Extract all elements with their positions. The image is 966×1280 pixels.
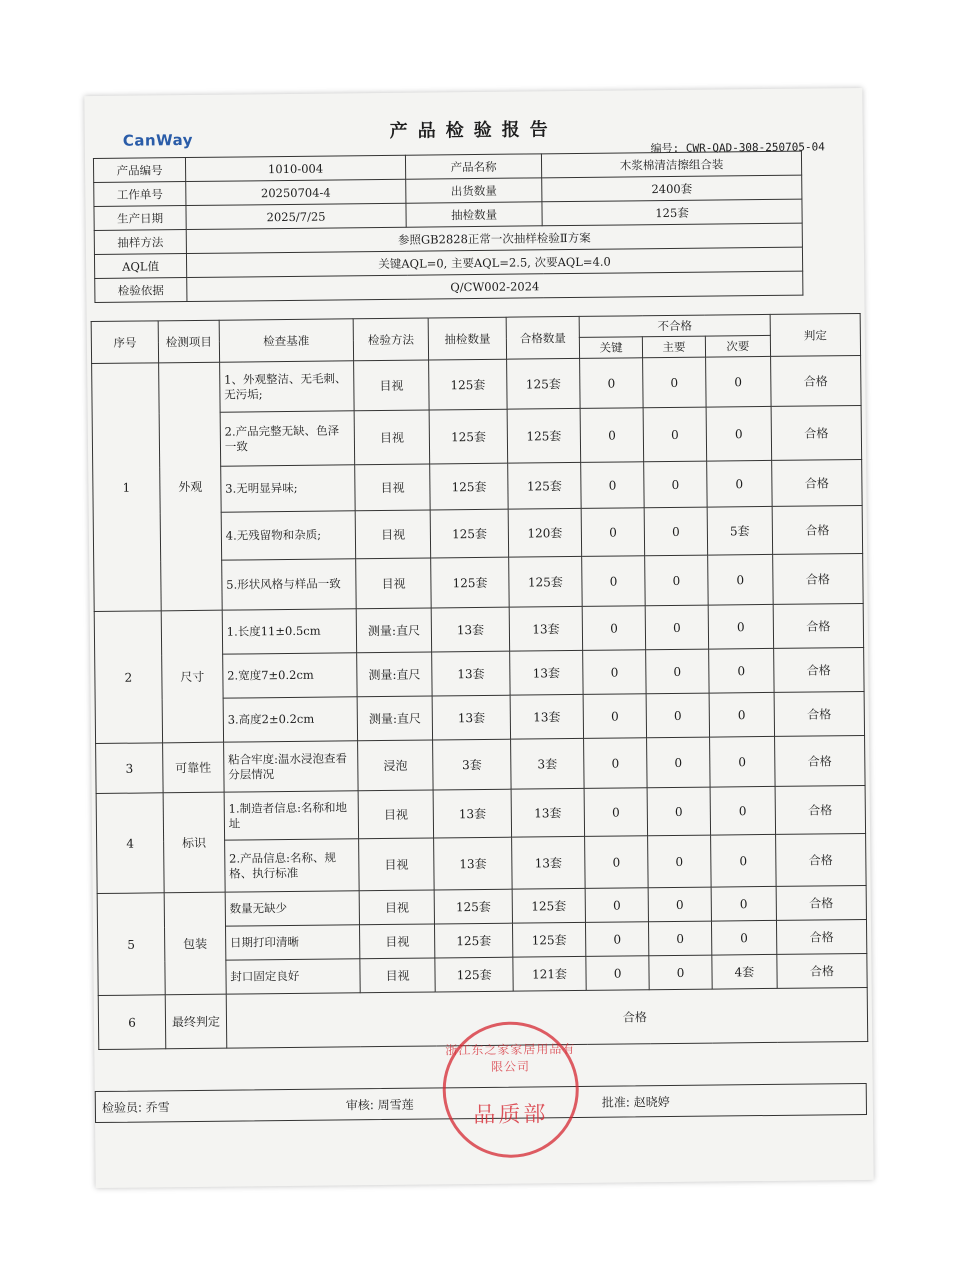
row-pass: 13套 bbox=[509, 650, 583, 695]
label-ship-qty: 出货数量 bbox=[406, 178, 542, 203]
row-critical: 0 bbox=[581, 508, 644, 557]
row-major: 0 bbox=[644, 507, 707, 556]
value-basis: Q/CW002-2024 bbox=[187, 271, 803, 301]
reviewer: 审核: 周雪莲 bbox=[345, 1097, 414, 1112]
row-minor: 0 bbox=[709, 648, 774, 693]
row-item: 标识 bbox=[163, 792, 225, 893]
value-product-name: 木浆棉清洁擦组合装 bbox=[541, 151, 801, 178]
company-logo: CanWay bbox=[122, 130, 194, 150]
row-verdict: 合格 bbox=[772, 459, 863, 506]
row-critical: 0 bbox=[580, 408, 643, 463]
value-work-order: 20250704-4 bbox=[186, 179, 406, 205]
value-ship-qty: 2400套 bbox=[542, 175, 802, 202]
row-verdict: 合格 bbox=[770, 355, 861, 406]
row-pass: 125套 bbox=[512, 888, 586, 923]
row-verdict: 合格 bbox=[776, 919, 867, 954]
row-sample: 125套 bbox=[431, 557, 509, 608]
row-sample: 3套 bbox=[433, 739, 511, 790]
row-method: 目视 bbox=[359, 838, 435, 891]
row-seq: 3 bbox=[96, 743, 164, 794]
label-basis: 检验依据 bbox=[95, 278, 187, 303]
row-sample: 13套 bbox=[432, 651, 510, 696]
row-critical: 0 bbox=[584, 788, 647, 837]
row-pass: 13套 bbox=[511, 836, 585, 889]
row-major: 0 bbox=[646, 693, 709, 738]
row-criteria: 5.形状风格与样品一致 bbox=[221, 559, 356, 610]
row-critical: 0 bbox=[580, 358, 643, 409]
row-sample: 125套 bbox=[429, 359, 507, 410]
seal-department: 品质部 bbox=[473, 1102, 549, 1129]
row-method: 测量:直尺 bbox=[357, 696, 433, 741]
row-sample: 125套 bbox=[430, 463, 508, 510]
row-sample: 125套 bbox=[434, 889, 512, 924]
row-seq: 5 bbox=[97, 893, 165, 996]
row-criteria: 2.产品信息:名称、规格、执行标准 bbox=[224, 839, 359, 892]
final-seq: 6 bbox=[98, 995, 166, 1050]
label-work-order: 工作单号 bbox=[94, 182, 186, 207]
label-product-code: 产品编号 bbox=[93, 158, 185, 183]
row-pass: 125套 bbox=[512, 922, 586, 957]
header-verdict: 判定 bbox=[770, 313, 861, 356]
row-item: 尺寸 bbox=[161, 610, 223, 743]
row-method: 浸泡 bbox=[357, 740, 433, 791]
table-row bbox=[96, 735, 865, 793]
table-row bbox=[96, 785, 865, 841]
label-method: 抽样方法 bbox=[94, 230, 186, 255]
final-verdict: 合格 bbox=[226, 987, 868, 1048]
row-major: 0 bbox=[648, 887, 711, 922]
row-criteria: 1、外观整洁、无毛刺、无污垢; bbox=[219, 361, 354, 412]
row-verdict: 合格 bbox=[773, 647, 864, 692]
approver: 批准: 赵晓婷 bbox=[601, 1094, 670, 1110]
row-minor: 0 bbox=[710, 834, 775, 887]
row-sample: 13套 bbox=[433, 789, 511, 838]
row-verdict: 合格 bbox=[771, 405, 862, 460]
label-aql: AQL值 bbox=[94, 254, 186, 279]
row-minor: 4套 bbox=[712, 954, 777, 989]
row-pass: 125套 bbox=[508, 462, 582, 509]
row-criteria: 3.高度2±0.2cm bbox=[223, 697, 358, 742]
row-pass: 125套 bbox=[507, 408, 581, 463]
row-criteria: 2.产品完整无缺、色泽一致 bbox=[220, 411, 355, 466]
row-critical: 0 bbox=[583, 650, 646, 695]
info-table bbox=[93, 151, 803, 303]
row-pass: 13套 bbox=[509, 606, 583, 651]
row-verdict: 合格 bbox=[774, 735, 865, 786]
row-verdict: 合格 bbox=[772, 553, 863, 604]
label-product-name: 产品名称 bbox=[405, 154, 541, 179]
row-critical: 0 bbox=[585, 836, 648, 889]
row-sample: 13套 bbox=[432, 695, 510, 740]
row-item: 外观 bbox=[159, 362, 222, 611]
row-pass: 125套 bbox=[506, 358, 580, 409]
row-criteria: 1.制造者信息:名称和地址 bbox=[224, 791, 359, 840]
row-critical: 0 bbox=[586, 956, 649, 991]
row-sample: 125套 bbox=[429, 409, 507, 464]
row-sample: 125套 bbox=[430, 509, 508, 558]
row-critical: 0 bbox=[582, 606, 645, 651]
row-method: 测量:直尺 bbox=[356, 608, 432, 653]
row-pass: 3套 bbox=[510, 738, 584, 789]
row-critical: 0 bbox=[586, 922, 649, 957]
row-method: 目视 bbox=[354, 410, 430, 465]
row-criteria: 4.无残留物和杂质; bbox=[221, 511, 356, 560]
row-critical: 0 bbox=[583, 694, 646, 739]
report-page bbox=[84, 88, 873, 1188]
table-row bbox=[92, 355, 861, 413]
seal-company-name: 浙江东之家家居用品有限公司 bbox=[445, 1042, 576, 1074]
row-method: 目视 bbox=[360, 958, 436, 993]
value-sample-qty: 125套 bbox=[542, 199, 802, 226]
row-minor: 0 bbox=[711, 920, 776, 955]
row-pass: 13套 bbox=[510, 694, 584, 739]
row-item: 可靠性 bbox=[163, 742, 224, 793]
header-sample: 抽检数量 bbox=[428, 317, 506, 360]
row-critical: 0 bbox=[585, 888, 648, 923]
header-minor: 次要 bbox=[705, 335, 770, 357]
value-prod-date: 2025/7/25 bbox=[186, 203, 406, 229]
header-criteria: 检查基准 bbox=[219, 319, 354, 362]
header-major: 主要 bbox=[642, 336, 705, 358]
header-nonconforming: 不合格 bbox=[579, 314, 770, 337]
row-minor: 0 bbox=[711, 886, 776, 921]
report-title: 产品检验报告 bbox=[389, 119, 558, 142]
row-verdict: 合格 bbox=[774, 691, 865, 736]
header-critical: 关键 bbox=[580, 337, 643, 359]
row-major: 0 bbox=[649, 955, 712, 990]
header-item: 检测项目 bbox=[158, 320, 219, 363]
row-pass: 125套 bbox=[508, 556, 582, 607]
header-pass: 合格数量 bbox=[506, 316, 580, 359]
row-criteria: 日期打印清晰 bbox=[225, 925, 359, 960]
row-major: 0 bbox=[647, 787, 710, 836]
header-seq: 序号 bbox=[91, 321, 158, 364]
row-criteria: 粘合牢度:温水浸泡查看分层情况 bbox=[223, 741, 358, 792]
row-pass: 120套 bbox=[508, 508, 582, 557]
row-method: 目视 bbox=[359, 924, 435, 959]
row-sample: 125套 bbox=[435, 957, 513, 992]
row-sample: 125套 bbox=[435, 923, 513, 958]
value-method: 参照GB2828正常一次抽样检验Ⅱ方案 bbox=[186, 223, 802, 253]
row-minor: 0 bbox=[708, 604, 773, 649]
row-major: 0 bbox=[649, 921, 712, 956]
row-critical: 0 bbox=[584, 738, 647, 789]
row-minor: 0 bbox=[707, 460, 772, 507]
row-method: 目视 bbox=[358, 790, 434, 839]
row-critical: 0 bbox=[582, 556, 645, 607]
inspector: 检验员: 乔雪 bbox=[101, 1099, 170, 1115]
row-method: 目视 bbox=[355, 510, 431, 559]
row-item: 包装 bbox=[164, 892, 226, 995]
inspection-table bbox=[91, 313, 869, 1050]
row-major: 0 bbox=[643, 407, 706, 462]
row-pass: 13套 bbox=[511, 788, 585, 837]
row-criteria: 数量无缺少 bbox=[225, 891, 359, 926]
row-minor: 0 bbox=[705, 356, 770, 407]
row-verdict: 合格 bbox=[775, 785, 866, 834]
document-number: 编号: CWR-QAD-308-250705-04 bbox=[650, 140, 825, 156]
row-verdict: 合格 bbox=[776, 885, 867, 920]
row-minor: 0 bbox=[706, 406, 772, 461]
row-seq: 2 bbox=[94, 611, 162, 744]
company-seal bbox=[442, 1021, 579, 1158]
row-verdict: 合格 bbox=[777, 953, 868, 988]
row-major: 0 bbox=[645, 555, 708, 606]
row-criteria: 2.宽度7±0.2cm bbox=[222, 653, 357, 698]
label-sample-qty: 抽检数量 bbox=[406, 202, 542, 227]
row-minor: 0 bbox=[709, 736, 774, 787]
value-aql: 关键AQL=0, 主要AQL=2.5, 次要AQL=4.0 bbox=[186, 247, 802, 277]
row-major: 0 bbox=[647, 737, 710, 788]
row-sample: 13套 bbox=[434, 837, 512, 890]
row-major: 0 bbox=[643, 357, 706, 408]
final-label: 最终判定 bbox=[165, 994, 226, 1049]
row-minor: 0 bbox=[710, 786, 775, 835]
row-method: 目视 bbox=[359, 890, 435, 925]
row-method: 目视 bbox=[355, 464, 431, 511]
row-major: 0 bbox=[644, 461, 707, 508]
header-method: 检验方法 bbox=[353, 318, 429, 361]
row-major: 0 bbox=[648, 835, 711, 888]
row-method: 目视 bbox=[353, 360, 429, 411]
row-minor: 0 bbox=[709, 692, 774, 737]
label-prod-date: 生产日期 bbox=[94, 206, 186, 231]
row-verdict: 合格 bbox=[773, 603, 864, 648]
value-product-code: 1010-004 bbox=[185, 155, 405, 181]
row-seq: 1 bbox=[92, 363, 162, 612]
row-criteria: 封口固定良好 bbox=[226, 959, 360, 994]
row-critical: 0 bbox=[581, 462, 644, 509]
row-major: 0 bbox=[646, 649, 709, 694]
row-method: 测量:直尺 bbox=[357, 652, 433, 697]
row-major: 0 bbox=[645, 605, 708, 650]
row-minor: 5套 bbox=[707, 506, 772, 555]
row-verdict: 合格 bbox=[772, 505, 863, 554]
row-sample: 13套 bbox=[432, 607, 510, 652]
row-minor: 0 bbox=[708, 554, 773, 605]
row-seq: 4 bbox=[96, 793, 164, 894]
row-method: 目视 bbox=[356, 558, 432, 609]
row-verdict: 合格 bbox=[775, 833, 866, 886]
row-criteria: 3.无明显异味; bbox=[220, 465, 355, 512]
row-criteria: 1.长度11±0.5cm bbox=[222, 609, 357, 654]
row-pass: 121套 bbox=[513, 956, 587, 991]
